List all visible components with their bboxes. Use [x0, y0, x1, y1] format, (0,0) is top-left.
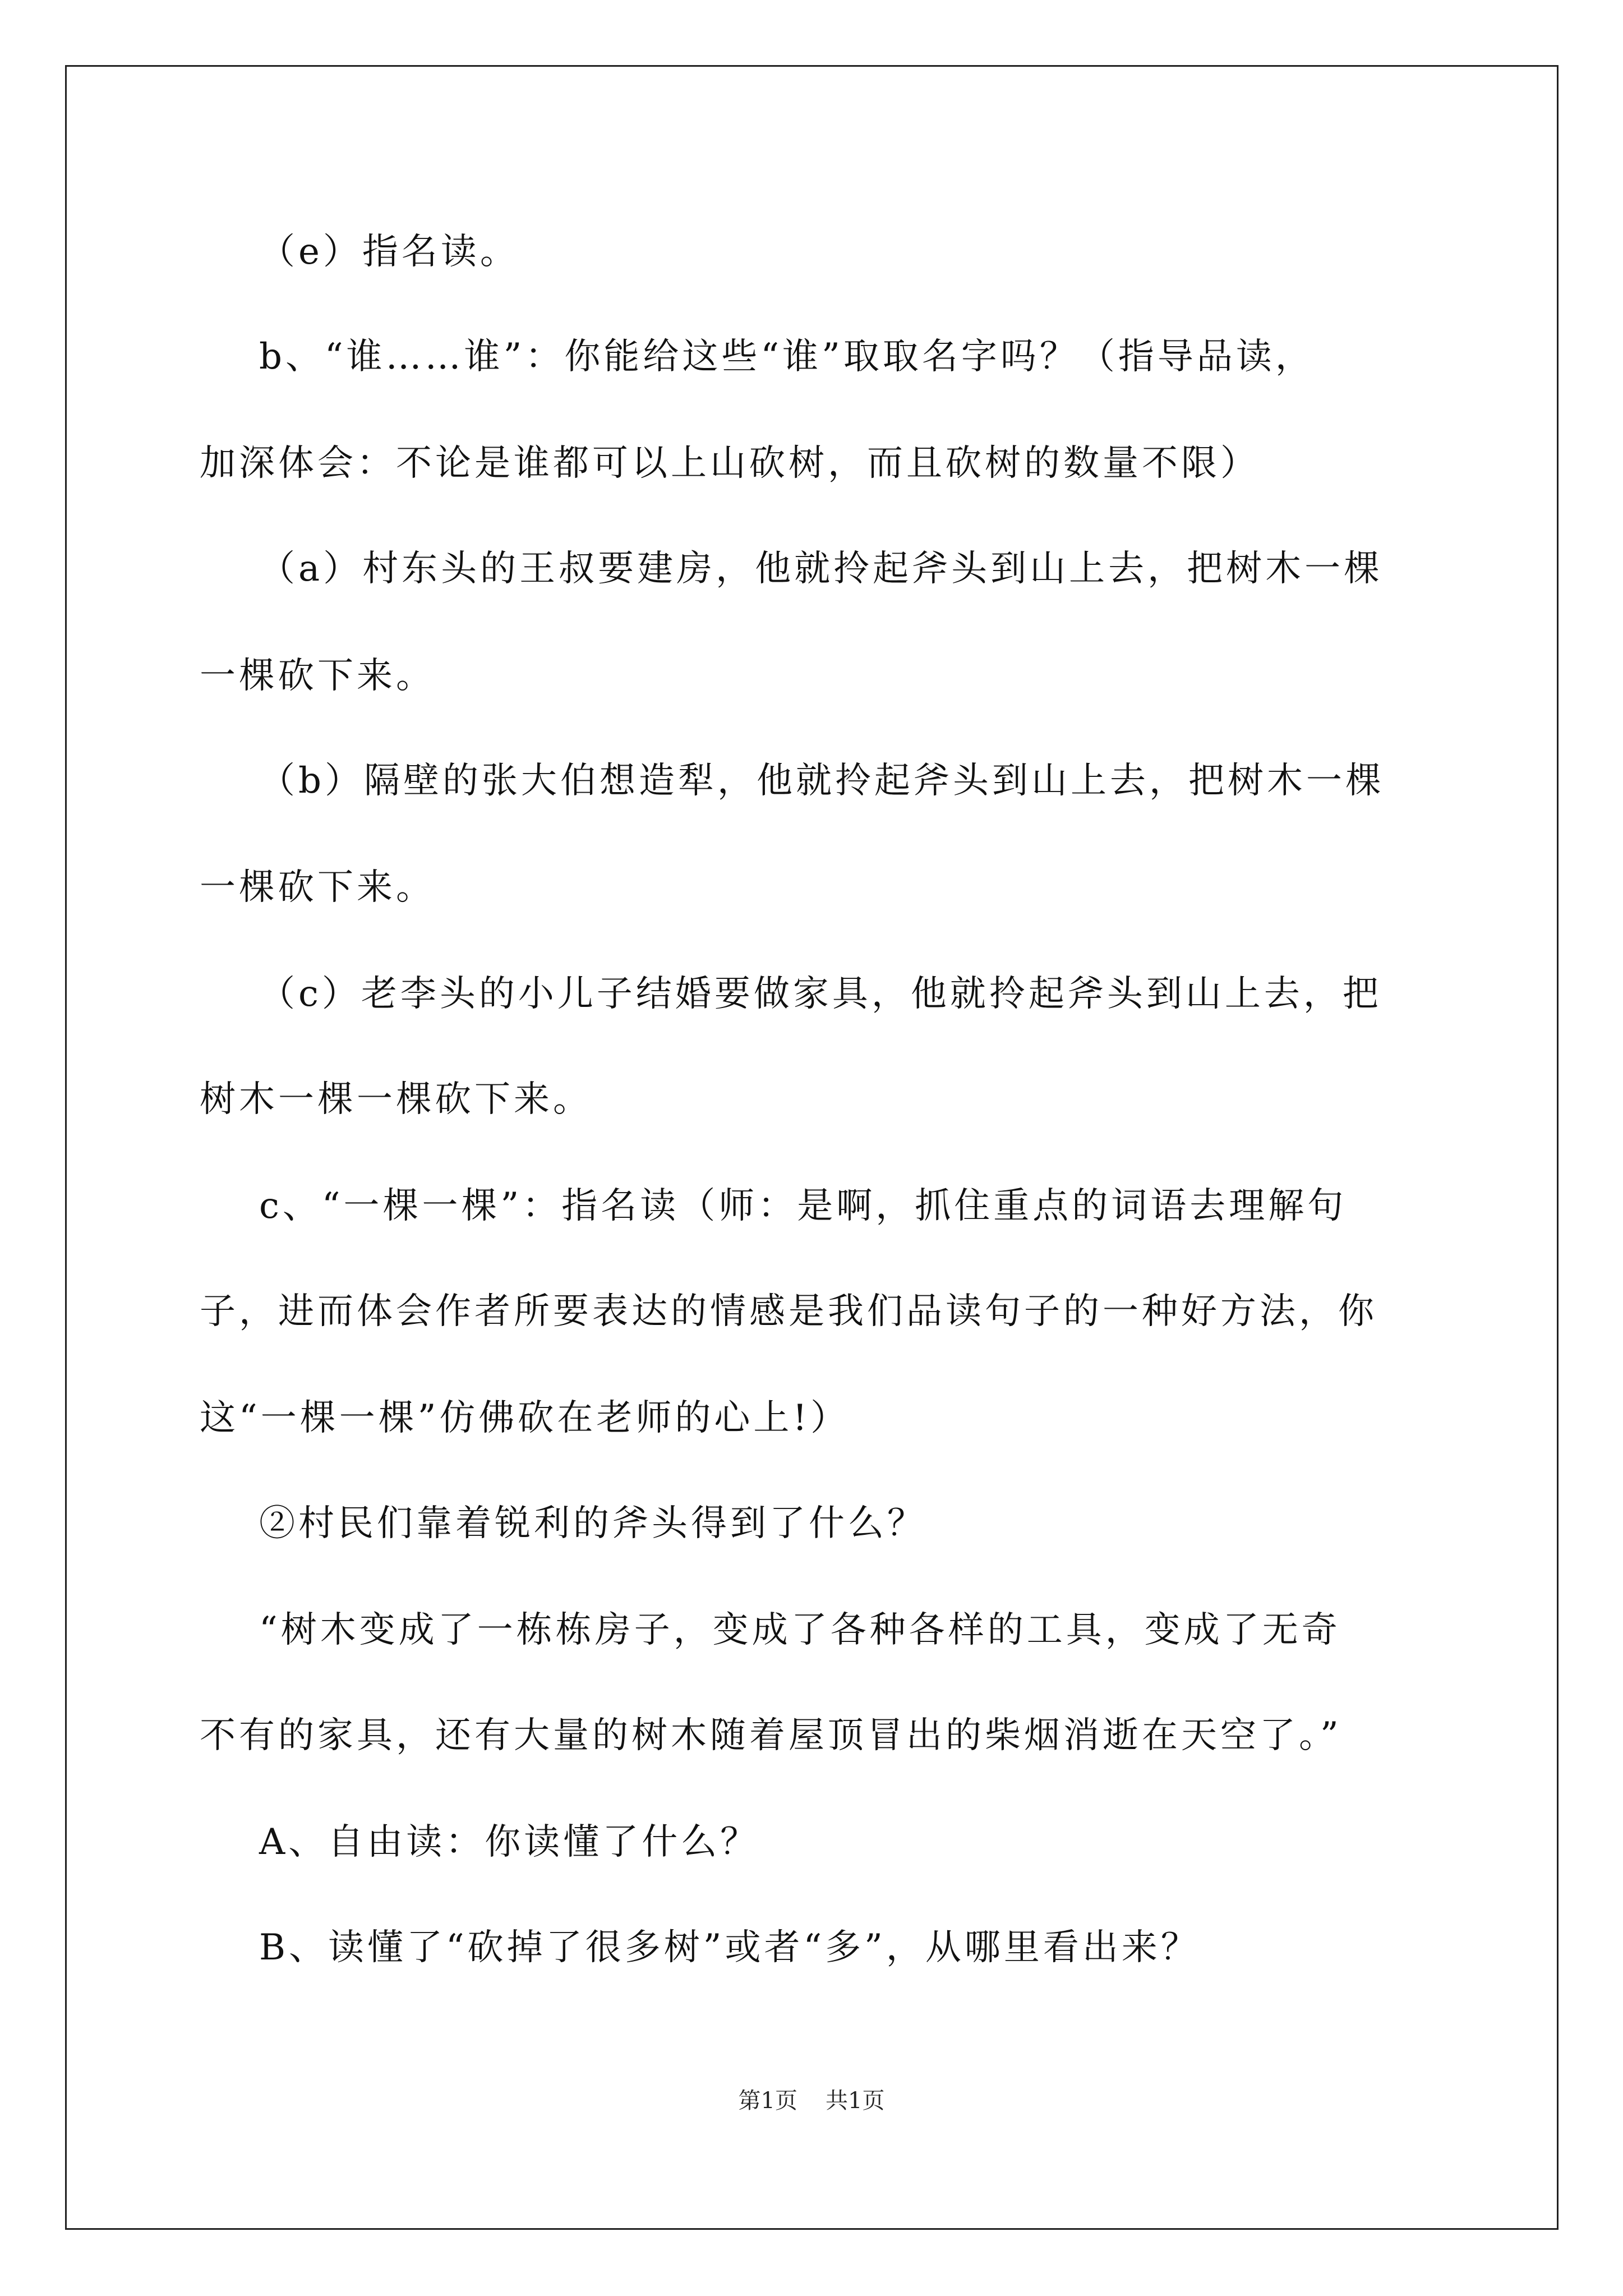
- text-line-5: 一棵砍下来。: [200, 655, 435, 697]
- text-line-13: ②村民们靠着锐利的斧头得到了什么？: [259, 1503, 926, 1544]
- page-number-total: 共1页: [826, 2088, 885, 2114]
- text-line-7: 一棵砍下来。: [200, 867, 435, 908]
- page-footer: [0, 2087, 1623, 2115]
- text-line-10: c、“一棵一棵”：指名读（师：是啊，抓住重点的词语去理解句: [259, 1185, 1347, 1227]
- text-line-9: 树木一棵一棵砍下来。: [200, 1079, 592, 1120]
- text-line-2: b、“谁……谁”：你能给这些“谁”取取名字吗？（指导品读，: [259, 336, 1315, 378]
- text-line-14: “树木变成了一栋栋房子，变成了各种各样的工具，变成了无奇: [259, 1609, 1341, 1651]
- text-line-6: （b）隔壁的张大伯想造犁，他就拎起斧头到山上去，把树木一棵: [259, 760, 1385, 802]
- text-line-12: 这“一棵一棵”仿佛砍在老师的心上!）: [200, 1397, 850, 1439]
- text-line-8: （c）老李头的小儿子结婚要做家具，他就拎起斧头到山上去，把: [259, 973, 1382, 1015]
- text-line-1: （e）指名读。: [259, 231, 519, 273]
- text-line-3: 加深体会：不论是谁都可以上山砍树，而且砍树的数量不限）: [200, 443, 1260, 484]
- page-border: [65, 65, 1559, 2230]
- text-line-11: 子，进而体会作者所要表达的情感是我们品读句子的一种好方法，你: [200, 1291, 1377, 1332]
- text-line-15: 不有的家具，还有大量的树木随着屋顶冒出的柴烟消逝在天空了。”: [200, 1715, 1342, 1756]
- text-line-17: B、读懂了“砍掉了很多树”或者“多”，从哪里看出来？: [259, 1927, 1200, 1968]
- page-number-current: 第1页: [738, 2088, 797, 2114]
- text-line-4: （a）村东头的王叔要建房，他就拎起斧头到山上去，把树木一棵: [259, 548, 1384, 590]
- text-line-16: A、自由读：你读懂了什么？: [259, 1821, 760, 1863]
